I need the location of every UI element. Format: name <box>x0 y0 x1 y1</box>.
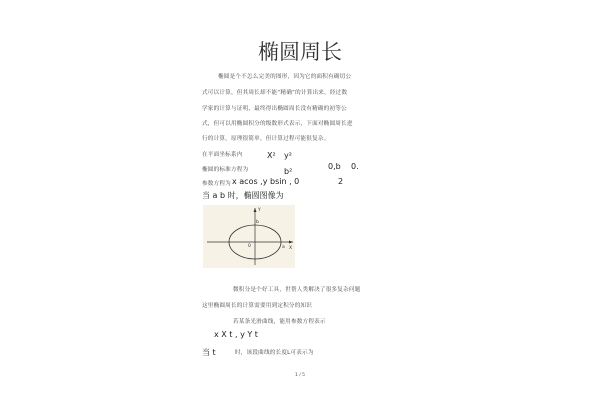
plane-note: 在平面坐标系内 <box>202 152 243 158</box>
intro-line: 行的计算，原理很简单，但计算过程可能很复杂。 <box>202 136 330 142</box>
std-eq-label: 椭圆的标准方程为 <box>202 167 249 173</box>
a-label: a <box>282 245 285 250</box>
intro-line: 椭圆是个不怎么完美的图形，因为它的面积有确切公 <box>218 74 352 80</box>
b-label: b <box>256 220 259 225</box>
curve-note: 若某条光滑曲线，能用参数方程表示 <box>233 319 326 325</box>
std-eq-zero: 0. <box>351 162 359 171</box>
last-line-when: 当 t <box>202 348 216 357</box>
body-line: 这里椭圆周长的计算需要用到定积分的知识 <box>202 303 313 309</box>
ellipse-graph <box>203 205 295 268</box>
intro-line: 式，但可以用椭圆积分的级数形式表示，下面对椭圆周长进 <box>202 121 353 127</box>
page-number: 1 / 5 <box>294 373 306 378</box>
x-axis-label: X <box>289 246 293 251</box>
origin-label: 0 <box>248 244 251 249</box>
std-eq-condition: 0,b <box>328 162 341 171</box>
last-line-rest: 时，该段曲线的长度L可表示为 <box>235 350 314 356</box>
param-eq-expr: x acos ,y bsin , 0 <box>232 177 300 186</box>
x-squared: X² <box>267 151 276 160</box>
curve-equation: x X t , y Y t <box>214 330 258 339</box>
case-line: 当 a b 时，椭圆图像为 <box>202 191 284 200</box>
y-axis-label: Y <box>258 208 261 213</box>
b-squared: b² <box>284 167 293 176</box>
body-line: 微积分是个好工具，世帮人类解决了很多复杂问题 <box>233 287 361 293</box>
y-squared: y² <box>284 151 292 160</box>
intro-line: 式可以计算，但其周长却不能“精确”的计算出来，经过数 <box>202 90 348 96</box>
param-eq-label: 参数方程为 <box>202 181 231 187</box>
page-title: 椭圆周长 <box>258 40 342 64</box>
intro-line: 学家的计算与证明，最终得出椭圆周长没有精确的初等公 <box>202 106 347 112</box>
ellipse-figure <box>203 205 295 268</box>
param-eq-two: 2 <box>338 177 344 186</box>
